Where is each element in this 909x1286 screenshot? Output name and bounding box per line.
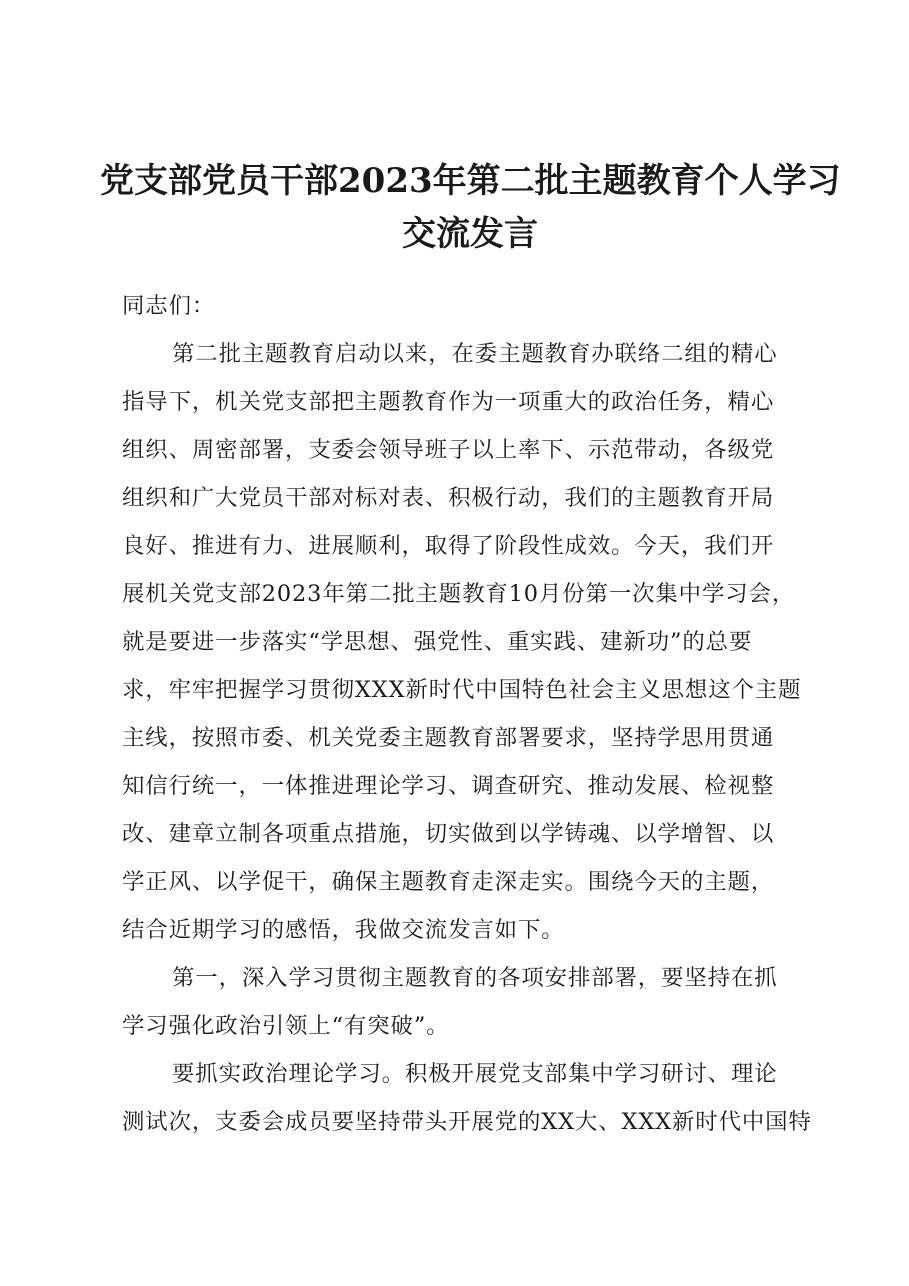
paragraph-1 bbox=[122, 330, 822, 954]
paragraph-line: 学习强化政治引领上“有突破”。 bbox=[122, 1013, 450, 1039]
paragraph-line: 指导下，机关党支部把主题教育作为一项重大的政治任务，精心 bbox=[122, 389, 775, 415]
document-title bbox=[100, 155, 840, 261]
paragraph-3 bbox=[122, 1050, 822, 1146]
paragraph-line: 知信行统一，一体推进理论学习、调查研究、推动发展、检视整 bbox=[122, 773, 775, 799]
paragraph-line: 学正风、以学促干，确保主题教育走深走实。围绕今天的主题， bbox=[122, 869, 775, 895]
paragraph-line: 组织、周密部署，支委会领导班子以上率下、示范带动，各级党 bbox=[122, 437, 775, 463]
title-line-1: 党支部党员干部2023年第二批主题教育个人学习 bbox=[100, 161, 841, 201]
paragraph-line: 组织和广大党员干部对标对表、积极行动，我们的主题教育开局 bbox=[122, 485, 775, 511]
paragraph-line: 测试次，支委会成员要坚持带头开展党的XX大、XXX新时代中国特 bbox=[122, 1109, 812, 1135]
paragraph-line: 就是要进一步落实“学思想、强党性、重实践、建新功”的总要 bbox=[122, 629, 753, 655]
paragraph-line: 第一，深入学习贯彻主题教育的各项安排部署，要坚持在抓 bbox=[172, 965, 778, 991]
paragraph-line: 主线，按照市委、机关党委主题教育部署要求，坚持学思用贯通 bbox=[122, 725, 775, 751]
paragraph-line: 第二批主题教育启动以来，在委主题教育办联络二组的精心 bbox=[172, 341, 778, 367]
paragraph-line: 要抓实政治理论学习。积极开展党支部集中学习研讨、理论 bbox=[172, 1061, 778, 1087]
paragraph-line: 结合近期学习的感悟，我做交流发言如下。 bbox=[122, 917, 565, 943]
paragraph-2 bbox=[122, 954, 822, 1050]
greeting: 同志们： bbox=[122, 293, 216, 319]
document-body bbox=[122, 282, 822, 1146]
paragraph-line: 求，牢牢把握学习贯彻XXX新时代中国特色社会主义思想这个主题 bbox=[122, 677, 802, 703]
paragraph-line: 良好、推进有力、进展顺利，取得了阶段性成效。今天，我们开 bbox=[122, 533, 775, 559]
title-line-2: 交流发言 bbox=[402, 214, 538, 254]
paragraph-line: 改、建章立制各项重点措施，切实做到以学铸魂、以学增智、以 bbox=[122, 821, 775, 847]
paragraph-line: 展机关党支部2023年第二批主题教育10月份第一次集中学习会， bbox=[122, 581, 796, 607]
